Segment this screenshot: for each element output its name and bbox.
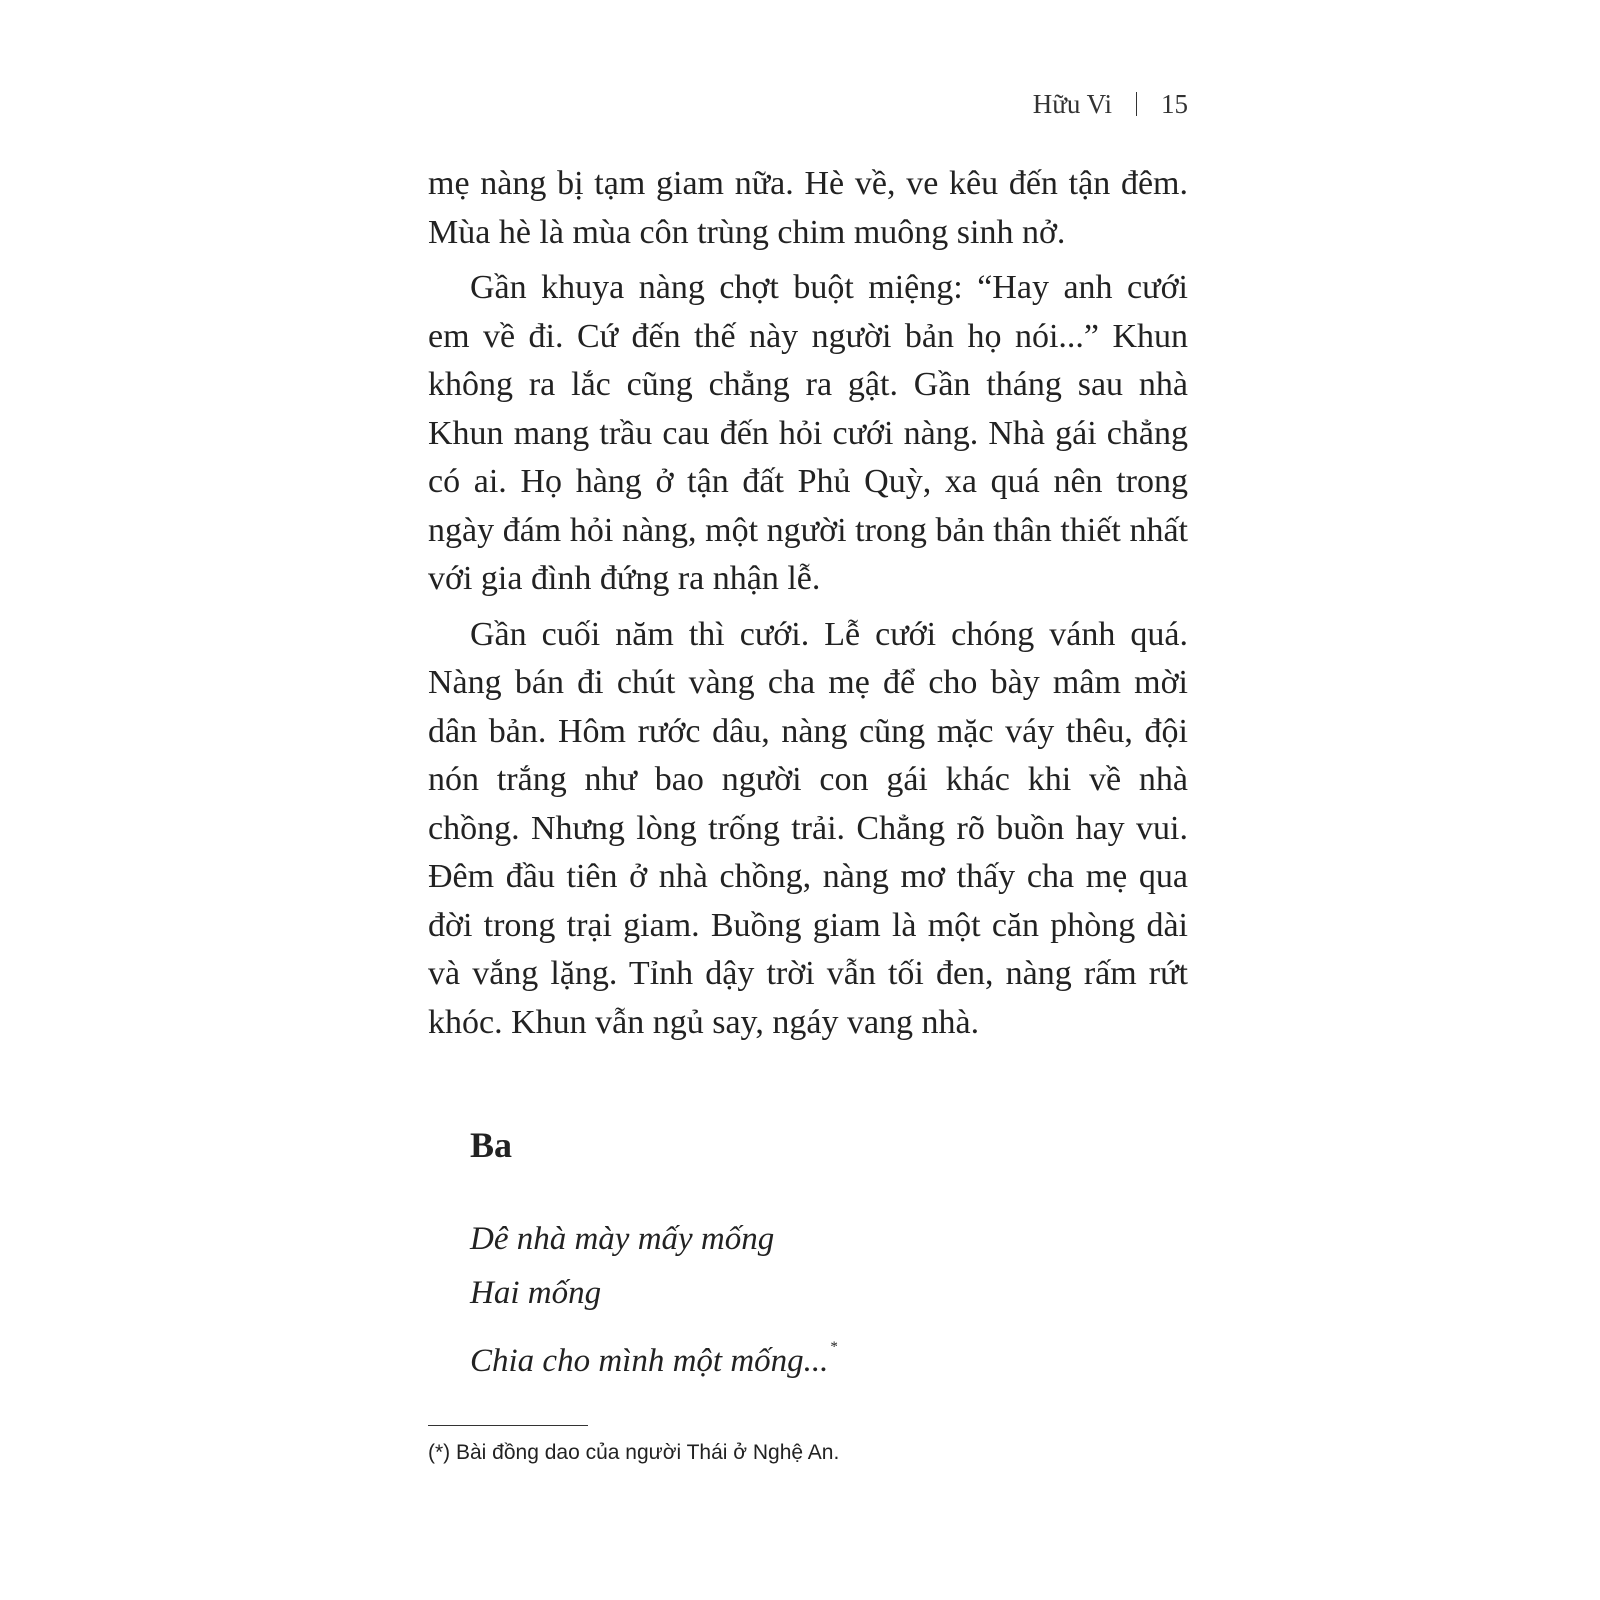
verse-line-3 bbox=[470, 1320, 838, 1388]
paragraph-3: Gần cuối năm thì cưới. Lễ cưới chóng vánh quá. Nàng bán đi chút vàng cha mẹ để cho bày mâm mời dân bản. Hôm rước dâu, nàng cũng mặc váy thêu, đội nón trắng như bao người con gái khác khi về nhà chồng. Nhưng lòng trống trải. Chẳng rõ buồn hay vui. Đêm đầu tiên ở nhà chồng, nàng mơ thấy cha mẹ qua đời trong trại giam. Buồng giam là một căn phòng dài và vắng lặng. Tỉnh dậy trời vẫn tối đen, nàng rấm rứt khóc. Khun vẫn ngủ say, ngáy vang nhà. bbox=[428, 615, 1188, 1041]
verse-line-2: Hai mống bbox=[470, 1275, 602, 1311]
footnote: (*) Bài đồng dao của người Thái ở Nghệ An. bbox=[428, 1441, 840, 1464]
footnote-divider bbox=[428, 1425, 588, 1426]
running-header bbox=[430, 84, 1188, 124]
header-separator bbox=[1136, 92, 1137, 116]
paragraph-1: mẹ nàng bị tạm giam nữa. Hè về, ve kêu đến tận đêm. Mùa hè là mùa côn trùng chim muông sinh nở. bbox=[428, 165, 1188, 251]
verse-line-3-text: Chia cho mình một mống... bbox=[470, 1343, 829, 1379]
footnote-marker: * bbox=[830, 1339, 838, 1355]
body-text bbox=[428, 160, 1188, 1054]
section-heading: Ba bbox=[470, 1125, 513, 1165]
verse bbox=[470, 1212, 838, 1388]
paragraph-2: Gần khuya nàng chợt buột miệng: “Hay anh cưới em về đi. Cứ đến thế này người bản họ nói...” Khun không ra lắc cũng chẳng ra gật. Gần tháng sau nhà Khun mang trầu cau đến hỏi cưới nàng. Nhà gái chẳng có ai. Họ hàng ở tận đất Phủ Quỳ, xa quá nên trong ngày đám hỏi nàng, một người trong bản thân thiết nhất với gia đình đứng ra nhận lễ. bbox=[428, 269, 1188, 597]
header-author: Hữu Vi bbox=[1032, 89, 1112, 119]
verse-line-1: Dê nhà mày mấy mống bbox=[470, 1221, 775, 1257]
header-page-number: 15 bbox=[1161, 89, 1188, 119]
